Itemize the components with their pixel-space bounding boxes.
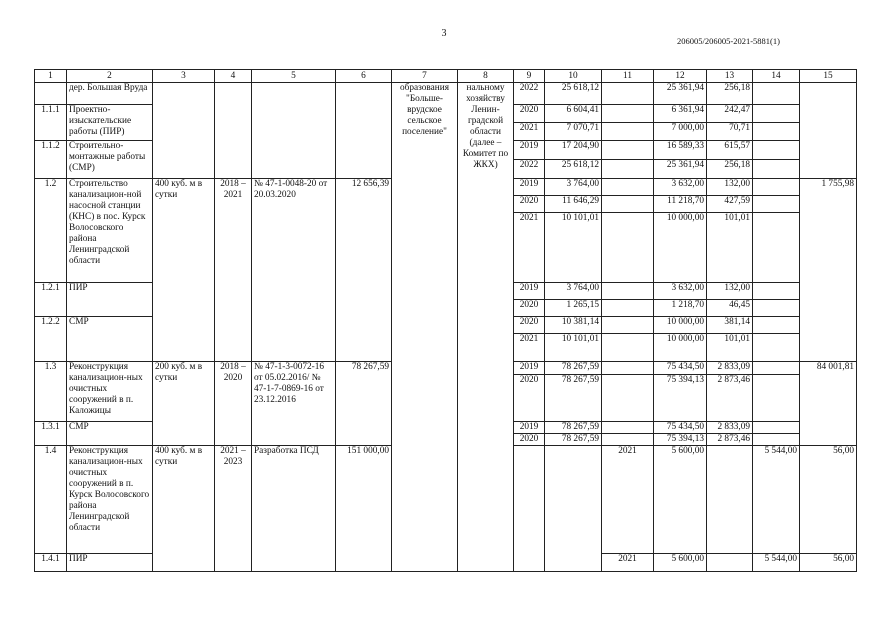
table-header-row	[35, 70, 857, 83]
cell-capacity: 400 куб. м в сутки	[153, 446, 215, 572]
cell-other	[753, 283, 800, 300]
cell-total: 11 646,29	[545, 196, 602, 213]
header-cell: 14	[753, 70, 800, 83]
cell-expertise: № 47-1-3-0072-16 от 05.02.2016/ № 47-1-7-0869-16 от 23.12.2016	[252, 362, 336, 446]
cell-num: 1.3.1	[35, 422, 67, 446]
cell-num: 1.2	[35, 179, 67, 283]
page-number: 3	[441, 28, 447, 39]
cell-num	[35, 83, 67, 105]
cell-total: 78 267,59	[545, 434, 602, 446]
table-row	[35, 83, 857, 105]
header-cell: 2	[67, 70, 153, 83]
cell-year: 2019	[514, 422, 545, 434]
cell-name: Строительно-монтажные работы (СМР)	[67, 141, 153, 179]
cell-local: 615,57	[707, 141, 753, 160]
cell-federal	[602, 434, 654, 446]
cell-name: СМР	[67, 317, 153, 362]
cell-regional: 5 544,00	[753, 554, 800, 572]
cell-regional: 75 434,50	[654, 362, 707, 375]
cell-local: 2 873,46	[707, 434, 753, 446]
cell-period	[215, 83, 252, 179]
cell-federal	[602, 422, 654, 434]
header-cell: 7	[392, 70, 458, 83]
cell-regional: 1 218,70	[654, 300, 707, 317]
cell-year: 2019	[514, 141, 545, 160]
cell-total: 10 381,14	[545, 317, 602, 334]
cell-capacity: 200 куб. м в сутки	[153, 362, 215, 446]
cell-year: 2020	[514, 105, 545, 123]
cell-total: 3 764,00	[545, 179, 602, 196]
cell-regional: 16 589,33	[654, 141, 707, 160]
cell-federal	[707, 446, 753, 554]
cell-other	[753, 375, 800, 422]
cell-regional: 3 632,00	[654, 179, 707, 196]
cell-year: 2021	[602, 446, 654, 554]
cell-capacity	[153, 83, 215, 179]
cell-regional: 75 434,50	[654, 422, 707, 434]
cell-cost	[336, 83, 392, 179]
cell-other	[753, 213, 800, 283]
cell-federal	[602, 160, 654, 179]
cell-remaining	[800, 83, 857, 179]
cell-federal	[602, 123, 654, 141]
budget-table	[34, 69, 857, 572]
document-id: 206005/206005-2021-5881(1)	[677, 36, 780, 46]
cell-total: 10 101,01	[545, 334, 602, 362]
cell-regional: 6 361,94	[654, 105, 707, 123]
cell-name: Реконструкция канализацион-ных очистных сооружений в п. Курск Волосовского района Ленинградской области	[67, 446, 153, 554]
cell-municipality	[514, 446, 545, 572]
cell-total: 17 204,90	[545, 141, 602, 160]
cell-period: 2018 – 2021	[215, 179, 252, 362]
cell-total: 78 267,59	[545, 375, 602, 422]
cell-name: СМР	[67, 422, 153, 446]
cell-num: 1.2.1	[35, 283, 67, 317]
cell-committee: нальному хозяйству Ленин-градской области (далее – Комитет по ЖКХ)	[458, 83, 514, 572]
cell-local: 56,00	[800, 554, 857, 572]
header-cell: 10	[545, 70, 602, 83]
header-cell: 4	[215, 70, 252, 83]
cell-federal	[602, 300, 654, 317]
cell-num: 1.3	[35, 362, 67, 422]
cell-local: 2 833,09	[707, 422, 753, 434]
header-cell: 13	[707, 70, 753, 83]
cell-other	[753, 105, 800, 123]
cell-cost: 12 656,39	[336, 179, 392, 362]
cell-regional: 11 218,70	[654, 196, 707, 213]
cell-federal	[602, 141, 654, 160]
cell-cost: 151 000,00	[336, 446, 392, 572]
cell-year: 2020	[514, 300, 545, 317]
cell-federal	[602, 213, 654, 283]
cell-other	[753, 141, 800, 160]
cell-other	[753, 422, 800, 434]
cell-year: 2021	[514, 213, 545, 283]
cell-regional: 75 394,13	[654, 434, 707, 446]
cell-other	[753, 179, 800, 196]
cell-federal	[602, 334, 654, 362]
cell-num: 1.1.1	[35, 105, 67, 141]
cell-regional: 10 000,00	[654, 213, 707, 283]
cell-year: 2019	[514, 362, 545, 375]
header-cell: 12	[654, 70, 707, 83]
cell-local: 70,71	[707, 123, 753, 141]
cell-committee	[545, 446, 602, 572]
cell-total: 5 600,00	[654, 554, 707, 572]
cell-local: 427,59	[707, 196, 753, 213]
cell-expertise	[252, 83, 336, 179]
cell-year: 2021	[514, 123, 545, 141]
cell-name: дер. Большая Вруда	[67, 83, 153, 105]
cell-year: 2022	[514, 160, 545, 179]
cell-local: 132,00	[707, 179, 753, 196]
cell-year: 2019	[514, 179, 545, 196]
cell-year: 2022	[514, 83, 545, 105]
cell-year: 2020	[514, 196, 545, 213]
cell-total: 7 070,71	[545, 123, 602, 141]
cell-other	[753, 362, 800, 375]
cell-period: 2018 – 2020	[215, 362, 252, 446]
cell-federal	[602, 283, 654, 300]
cell-local: 2 833,09	[707, 362, 753, 375]
header-cell: 3	[153, 70, 215, 83]
header-cell: 8	[458, 70, 514, 83]
cell-local: 132,00	[707, 283, 753, 300]
cell-name: Реконструкция канализацион-ных очистных сооружений в п. Каложицы	[67, 362, 153, 422]
cell-local: 56,00	[800, 446, 857, 554]
cell-total: 78 267,59	[545, 362, 602, 375]
cell-municipality: образования "Больше-врудское сельское поселение"	[392, 83, 458, 572]
cell-total: 78 267,59	[545, 422, 602, 434]
cell-expertise: Разработка ПСД	[252, 446, 336, 572]
cell-other	[753, 83, 800, 105]
cell-local: 101,01	[707, 334, 753, 362]
cell-local: 381,14	[707, 317, 753, 334]
header-cell: 15	[800, 70, 857, 83]
cell-period: 2021 – 2023	[215, 446, 252, 572]
cell-local: 2 873,46	[707, 375, 753, 422]
cell-num: 1.4	[35, 446, 67, 554]
cell-total: 1 265,15	[545, 300, 602, 317]
cell-expertise: № 47-1-0048-20 от 20.03.2020	[252, 179, 336, 362]
cell-name: ПИР	[67, 554, 153, 572]
cell-other	[753, 123, 800, 141]
cell-federal	[602, 317, 654, 334]
cell-num: 1.4.1	[35, 554, 67, 572]
cell-regional: 7 000,00	[654, 123, 707, 141]
cell-regional: 75 394,13	[654, 375, 707, 422]
cell-local: 46,45	[707, 300, 753, 317]
cell-year: 2020	[514, 434, 545, 446]
cell-local: 256,18	[707, 160, 753, 179]
cell-year: 2021	[602, 554, 654, 572]
cell-num: 1.1.2	[35, 141, 67, 179]
cell-total: 3 764,00	[545, 283, 602, 300]
cell-local: 101,01	[707, 213, 753, 283]
cell-total: 5 600,00	[654, 446, 707, 554]
cell-regional: 25 361,94	[654, 160, 707, 179]
cell-name: Строительство канализацион-ной насосной станции (КНС) в пос. Курск Волосовского района Ленинградской области	[67, 179, 153, 283]
cell-federal	[602, 105, 654, 123]
cell-federal	[602, 196, 654, 213]
cell-total: 10 101,01	[545, 213, 602, 283]
cell-remaining: 1 755,98	[800, 179, 857, 362]
cell-federal	[602, 83, 654, 105]
cell-regional: 10 000,00	[654, 334, 707, 362]
header-cell: 1	[35, 70, 67, 83]
cell-other	[753, 160, 800, 179]
cell-federal	[602, 375, 654, 422]
cell-num: 1.2.2	[35, 317, 67, 362]
cell-local: 256,18	[707, 83, 753, 105]
header-cell: 5	[252, 70, 336, 83]
cell-other	[753, 334, 800, 362]
cell-cost: 78 267,59	[336, 362, 392, 446]
cell-federal	[602, 362, 654, 375]
cell-regional: 10 000,00	[654, 317, 707, 334]
cell-year: 2020	[514, 375, 545, 422]
header-cell: 6	[336, 70, 392, 83]
cell-regional: 3 632,00	[654, 283, 707, 300]
cell-other	[753, 317, 800, 334]
cell-federal	[602, 179, 654, 196]
cell-name: Проектно-изыскательские работы (ПИР)	[67, 105, 153, 141]
cell-other	[753, 196, 800, 213]
cell-other	[753, 300, 800, 317]
cell-year: 2021	[514, 334, 545, 362]
cell-name: ПИР	[67, 283, 153, 317]
cell-capacity: 400 куб. м в сутки	[153, 179, 215, 362]
cell-total: 25 618,12	[545, 83, 602, 105]
cell-regional: 25 361,94	[654, 83, 707, 105]
cell-local: 242,47	[707, 105, 753, 123]
header-cell: 9	[514, 70, 545, 83]
cell-total: 6 604,41	[545, 105, 602, 123]
cell-federal	[707, 554, 753, 572]
cell-other	[753, 434, 800, 446]
header-cell: 11	[602, 70, 654, 83]
cell-remaining: 84 001,81	[800, 362, 857, 446]
cell-year: 2020	[514, 317, 545, 334]
cell-year: 2019	[514, 283, 545, 300]
cell-regional: 5 544,00	[753, 446, 800, 554]
cell-total: 25 618,12	[545, 160, 602, 179]
